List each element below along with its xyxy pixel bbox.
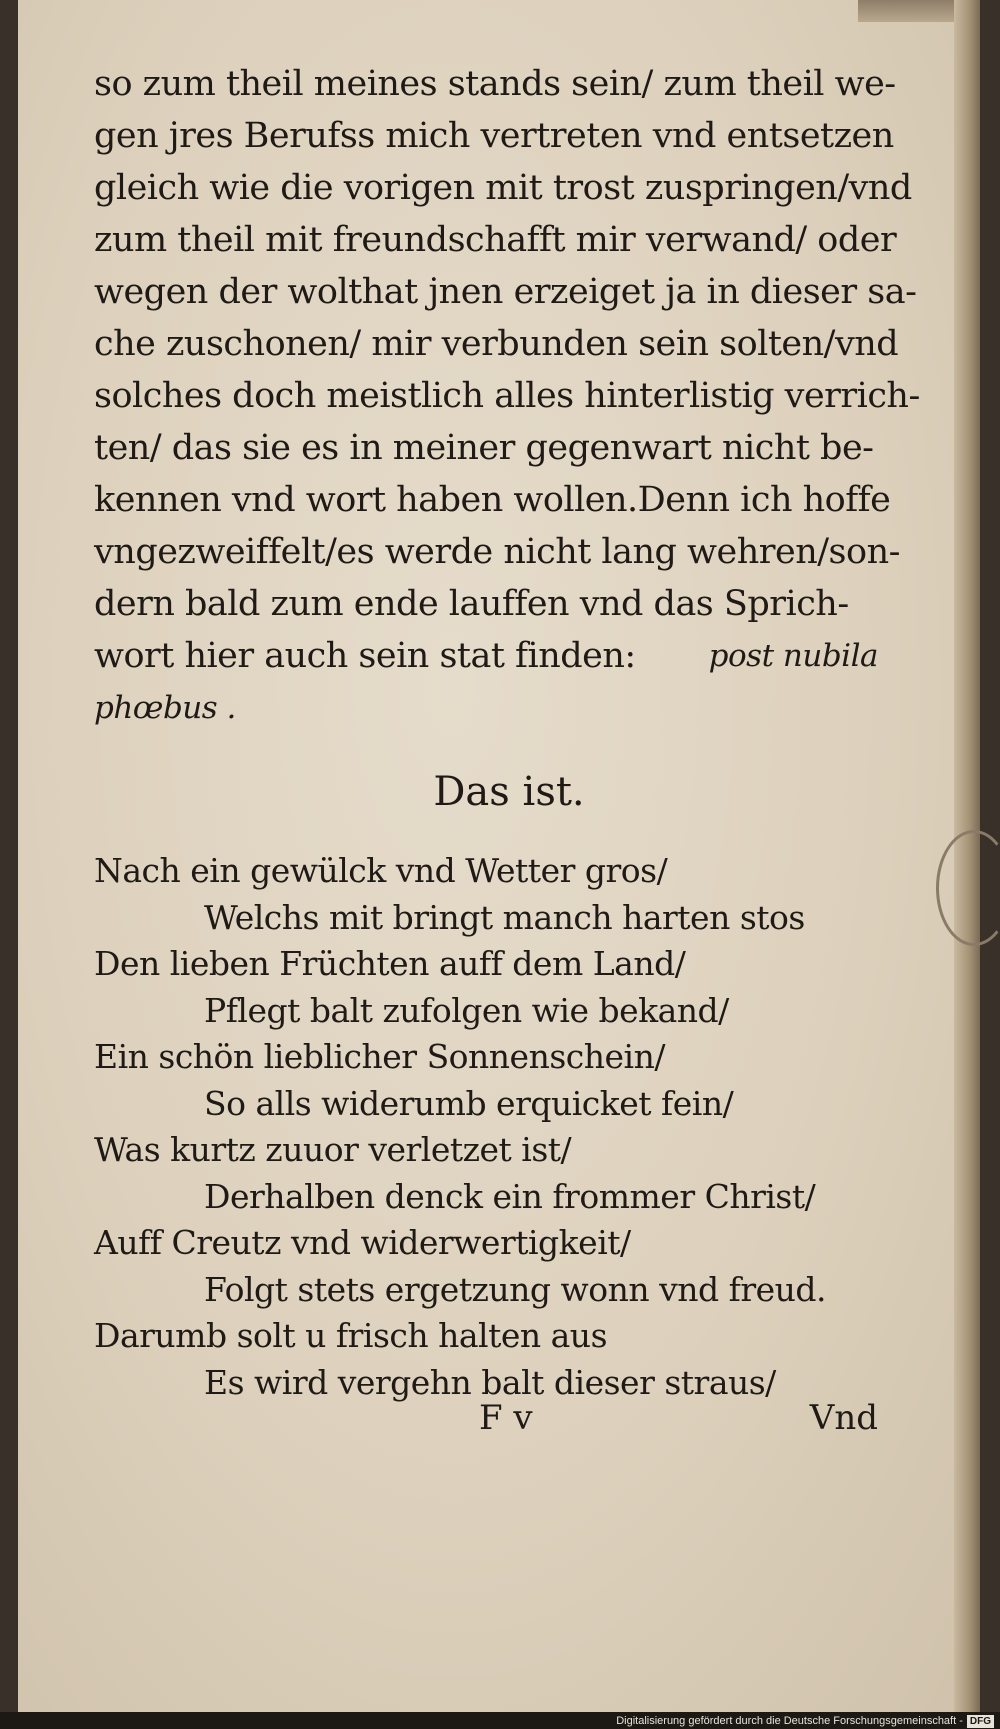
verse-line-indented: Derhalben denck ein frommer Christ/	[204, 1176, 816, 1216]
prose-line: kennen vnd wort haben wollen.Denn ich hoffe	[94, 480, 891, 520]
credit-text: Digitalisierung gefördert durch die Deutsche Forschungsgemeinschaft -	[616, 1715, 963, 1727]
page-footer	[94, 1398, 878, 1448]
prose-line: gen jres Berufss mich vertreten vnd entsetzen	[94, 116, 894, 156]
digitization-credit	[616, 1714, 994, 1728]
verse-line: Den lieben Früchten auff dem Land/	[94, 944, 686, 983]
dfg-logo: DFG	[967, 1715, 994, 1728]
prose-line: ten/ das sie es in meiner gegenwart nicht be-	[94, 428, 874, 468]
catchword: Vnd	[809, 1398, 878, 1438]
prose-line: solches doch meistlich alles hinterlistig verrich-	[94, 376, 920, 416]
text-block	[94, 58, 920, 1438]
verse-line: Nach ein gewülck vnd Wetter gros/	[94, 851, 668, 890]
prose-line: wegen der wolthat jnen erzeiget ja in dieser sa-	[94, 272, 917, 312]
section-heading: Das ist.	[433, 769, 585, 815]
prose-line-text: wort hier auch sein stat finden:	[94, 636, 636, 676]
verse-line-indented: Es wird vergehn balt dieser straus/	[204, 1362, 776, 1402]
prose-line: zum theil mit freundschafft mir verwand/ oder	[94, 220, 897, 260]
prose-line: vngezweiffelt/es werde nicht lang wehren/son-	[94, 532, 900, 572]
prose-paragraph	[94, 58, 920, 734]
book-page	[18, 0, 980, 1712]
verse-line: Auff Creutz vnd widerwertigkeit/	[94, 1223, 631, 1262]
verse-line: Darumb solt u frisch halten aus	[94, 1316, 607, 1355]
verse-line-indented: So alls widerumb erquicket fein/	[204, 1083, 734, 1123]
verse-line-indented: Welchs mit bringt manch harten stos	[204, 897, 805, 937]
prose-line: che zuschonen/ mir verbunden sein solten/vnd	[94, 324, 899, 364]
prose-line: dern bald zum ende lauffen vnd das Sprich-	[94, 584, 849, 624]
verse-line-indented: Pflegt balt zufolgen wie bekand/	[204, 990, 729, 1030]
latin-phrase: post nubila	[708, 638, 878, 674]
verse-block	[94, 848, 894, 1406]
prose-line: so zum theil meines stands sein/ zum theil we-	[94, 64, 896, 104]
verse-line: Was kurtz zuuor verletzet ist/	[94, 1130, 572, 1169]
prose-line: gleich wie die vorigen mit trost zuspringen/vnd	[94, 168, 912, 208]
prose-last-line	[94, 630, 878, 682]
latin-phrase-continued: phœbus .	[94, 690, 236, 726]
verse-line: Ein schön lieblicher Sonnenschein/	[94, 1037, 665, 1076]
verse-line-indented: Folgt stets ergetzung wonn vnd freud.	[204, 1269, 827, 1309]
signature-mark: F v	[479, 1398, 533, 1438]
